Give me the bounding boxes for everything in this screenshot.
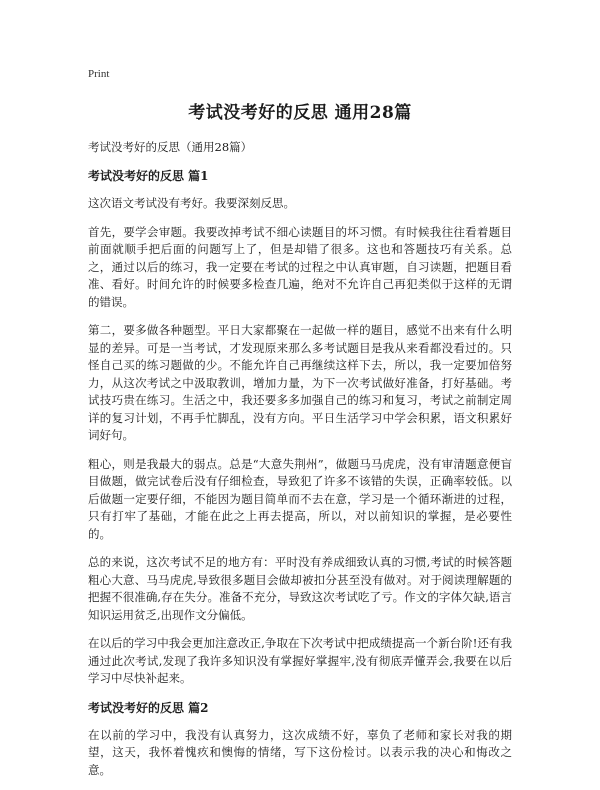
document-title: 考试没考好的反思 通用28篇 bbox=[188, 103, 412, 123]
paragraph: 在以后的学习中我会更加注意改正,争取在下次考试中把成绩提高一个新台阶!还有我通过此次考试,发现了我许多知识没有掌握好掌握牢,没有彻底弄懂弄会,我要在以后学习中尽快补起来。 bbox=[88, 636, 512, 685]
section-heading: 考试没考好的反思 篇2 bbox=[88, 700, 209, 715]
print-label: Print bbox=[88, 68, 110, 80]
document-page bbox=[88, 68, 512, 790]
section-heading: 考试没考好的反思 篇1 bbox=[88, 169, 209, 183]
section-1 bbox=[88, 167, 512, 688]
paragraph: 总的来说，这次考试不足的地方有：平时没有养成细致认真的习惯,考试的时候答题粗心大意、马马虎虎,导致很多题目会做却被扣分甚至没有做对。对于阅读理解题的把握不很准确,存在失分。准备不充分，导致这次考试吃了亏。作文的字体欠缺,语言知识运用贫乏,出现作文分偏低。 bbox=[88, 555, 512, 622]
section-2 bbox=[88, 699, 512, 780]
paragraph: 首先，要学会审题。我要改掉考试不细心读题目的坏习惯。有时候我往往看着题目前面就顺手把后面的问题写上了，但是却错了很多。这也和答题技巧有关系。总之，通过以后的练习，我一定要在考试的过程之中认真审题，自习读题，把题目看准、看好。时间允许的时候要多检查几遍，绝对不允许自己再犯类似于这样的无谓的错误。 bbox=[88, 224, 512, 309]
paragraph: 这次语文考试没有考好。我要深刻反思。 bbox=[88, 196, 295, 210]
paragraph: 第二，要多做各种题型。平日大家都聚在一起做一样的题目，感觉不出来有什么明显的差异。可是一当考试，才发现原来那么多考试题目是我从来看都没看过的。只怪自己买的练习题做的少。不能允许自己再继续这样下去，所以，我一定要加倍努力，从这次考试之中汲取教训，增加力量，为下一次考试做好准备，打好基础。考试技巧贵在练习。生活之中，我还要多多加强自己的练习和复习，考试之前制定周详的复习计划，不再手忙脚乱，没有方向。平日生活学习中学会积累，语文积累好词好句。 bbox=[88, 323, 512, 442]
paragraph: 在以前的学习中，我没有认真努力，这次成绩不好，辜负了老师和家长对我的期望，这天，我怀着愧疚和懊悔的情绪，写下这份检讨。以表示我的决心和悔改之意。 bbox=[88, 727, 512, 777]
paragraph: 粗心，则是我最大的弱点。总是“大意失荆州”，做题马马虎虎，没有审清题意便盲目做题，做完试卷后没有仔细检查，导致犯了许多不该错的失误，正确率较低。以后做题一定要仔细，不能因为题目简单而不去在意，学习是一个循环渐进的过程，只有打牢了基础，才能在此之上再去提高，所以，对以前知识的掌握，是必要性的。 bbox=[88, 456, 512, 541]
document-subtitle: 考试没考好的反思（通用28篇） bbox=[88, 140, 253, 154]
